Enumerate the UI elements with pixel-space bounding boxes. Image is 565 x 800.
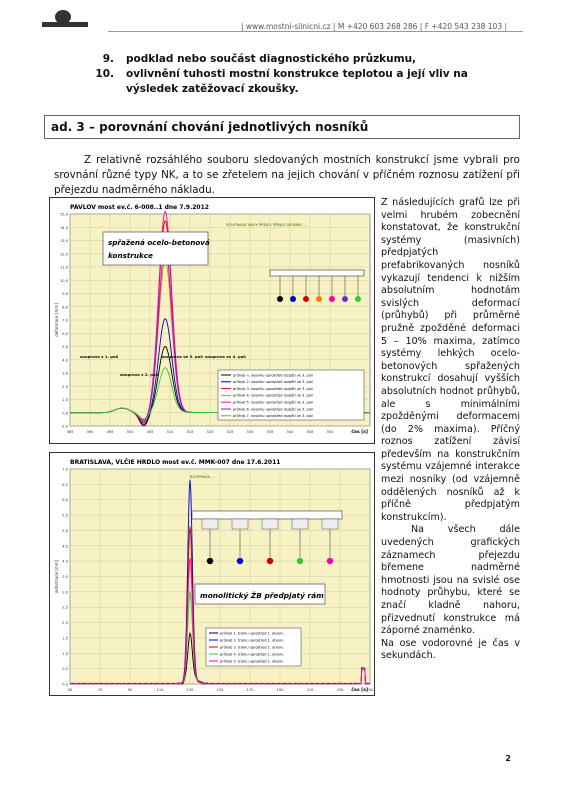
header-rule <box>108 31 523 32</box>
x-tick-label: 510 <box>166 430 174 434</box>
y-tick-label: 0,5 <box>62 667 68 672</box>
x-tick-label: 50 <box>67 688 73 692</box>
bridge-deck <box>270 270 364 276</box>
side-paragraph: Na všech dále uvedených grafických záznamech přejezdu břemene nadměrné hmotnosti jsou na svislé ose hodnoty průhybu, které se značí kladně nahoru, přizvednutí konstrukce má záporné znaménko. <box>381 524 520 637</box>
x-tick-label: 210 <box>306 688 314 692</box>
legend-label: průhyb 1. trámu uprostřed 1. otvoru <box>220 631 284 636</box>
x-tick-label: 500 <box>126 430 134 434</box>
y-tick-label: 2,5 <box>62 605 68 610</box>
list-item: 10. ovlivnění tuhosti mostní konstrukce teplotou a její vliv na výsledek zatěžovací zkoušky. <box>95 68 468 95</box>
y-tick-label: 1,0 <box>62 651 68 656</box>
side-text <box>381 197 520 663</box>
x-tick-label: 170 <box>246 688 254 692</box>
x-tick-label: 515 <box>186 430 194 434</box>
legend-label: průhyb 7. nosníku uprostřed rozpětí ve 3. poli <box>233 414 313 419</box>
legend-label: průhyb 5. trámu uprostřed 1. otvoru <box>220 659 284 664</box>
legend-label: průhyb 6. nosníku uprostřed rozpětí ve 3. poli <box>233 407 313 412</box>
x-tick-label: 130 <box>186 688 194 692</box>
x-tick-label: 530 <box>246 430 254 434</box>
annotation-box <box>103 232 208 265</box>
annotation-text: monolitický ŽB předpjatý rám <box>200 591 324 600</box>
y-tick-label: 1,5 <box>62 636 68 641</box>
side-paragraph: Z následujících grafů lze při velmi hrubém zobecnění konstatovat, že konstrukční systémy (masivních) předpjatých prefabrikovaných nosníků vykazují tendenci k nižším absolutním hodnotám svislých deformací (průhybů) při průměrné pružně zpožděné deformaci 5 – 10% maxima, zatímco systémy lehkých ocelo-betonových spřažených konstrukcí dosahují vyšších absolutních hodnot průhybů, ale s minimálními zpožděnými deformacemi (do 2% maxima). Příčný roznos zatížení závisí především na konstrukčním systému vzájemné interakce mezi nosníky (od vzájemně oddělených nosníků až k příčně předpjatým konstrukcím). <box>381 197 520 523</box>
list-item: 9. podklad nebo součást diagnostického průzkumu, <box>102 53 417 65</box>
annotation-text: konstrukce <box>108 251 153 260</box>
y-tick-label: 2,0 <box>62 621 68 626</box>
x-axis-label: čas [s] <box>351 430 368 435</box>
x-tick-label: 230 <box>336 688 344 692</box>
x-tick-label: 525 <box>226 430 234 434</box>
x-tick-label: 90 <box>127 688 133 692</box>
x-tick-label: 550 <box>326 430 334 434</box>
y-tick-label: 6,5 <box>62 482 68 487</box>
company-logo <box>42 10 88 30</box>
bridge-box <box>202 519 218 529</box>
chart-bratislava <box>49 452 375 696</box>
annotation-text: spřažená ocelo-betonová <box>108 238 210 247</box>
legend-label: průhyb 2. nosníku uprostřed rozpětí ve 3. poli <box>233 380 313 385</box>
y-tick-label: 7,0 <box>62 467 68 472</box>
sensor-marker <box>329 296 335 302</box>
y-tick-label: 5,0 <box>62 345 68 349</box>
chart-title: PAVLOV most ev.č. 6-008..1 dne 7.9.2012 <box>70 204 209 211</box>
x-tick-label: 490 <box>86 430 94 434</box>
y-tick-label: 12,0 <box>59 252 68 257</box>
x-axis-label: čas [s] <box>351 688 368 693</box>
bridge-box <box>262 519 278 529</box>
chart-pavlov-svg <box>50 198 376 445</box>
x-tick-label: 110 <box>156 688 164 692</box>
y-tick-label: 2,0 <box>62 384 68 389</box>
y-tick-label: 13,0 <box>59 239 68 243</box>
y-tick-label: 5,0 <box>62 528 68 533</box>
chart-pavlov <box>49 197 375 444</box>
sensor-marker <box>355 296 361 302</box>
chart-label: souprava v 2. poli <box>120 372 159 377</box>
x-tick-label: 545 <box>306 430 314 434</box>
sensor-marker <box>342 296 348 302</box>
sensor-marker <box>297 558 303 564</box>
chart-title: BRATISLAVA, VLČIE HRDLO most ev.č. MMK-007 dne 17.6.2011 <box>70 459 281 466</box>
legend-label: průhyb 5. nosníku uprostřed rozpětí ve 3. poli <box>233 400 313 405</box>
bridge-box <box>292 519 308 529</box>
bridge-box <box>232 519 248 529</box>
y-tick-label: 6,0 <box>62 498 68 503</box>
chart-label: souprava ve 4. poli <box>205 354 246 359</box>
y-tick-label: 10,0 <box>59 278 68 283</box>
legend-label: průhyb 4. nosníku uprostřed rozpětí ve 3. poli <box>233 393 313 398</box>
y-tick-label: 0,0 <box>62 682 68 687</box>
y-tick-label: 1,0 <box>62 398 68 402</box>
sensor-marker <box>327 558 333 564</box>
y-tick-label: 15,0 <box>59 212 68 217</box>
legend-label: průhyb n. nosníku uprostřed rozpětí ve 3. poli <box>233 373 313 378</box>
y-tick-label: 7,0 <box>62 318 68 323</box>
numbered-list <box>88 52 518 97</box>
x-tick-label: 495 <box>106 430 114 434</box>
x-tick-label: 520 <box>206 430 214 434</box>
y-tick-label: -1,0 <box>60 424 68 429</box>
header-contact: | www.mostni-silnicni.cz | M +420 603 268 286 | F +420 543 238 103 | <box>240 22 507 31</box>
x-tick-label: 250 <box>366 688 374 692</box>
intro-paragraph: Z relativně rozsáhlého souboru sledovaných mostních konstrukcí jsme vybrali pro srovnání různé typy NK, a to se zřetelem na jejich chování v příčném roznosu zatížení při přejezdu nadměrného nákladu. <box>54 154 520 196</box>
chart-bratislava-svg <box>50 453 376 697</box>
legend-label: průhyb 3. nosníku uprostřed rozpětí ve 3. poli <box>233 386 313 391</box>
y-tick-label: 9,0 <box>62 292 68 296</box>
sensor-marker <box>267 558 273 564</box>
x-tick-label: 485 <box>66 430 74 434</box>
x-tick-label: 540 <box>286 430 294 434</box>
y-tick-label: 3,5 <box>62 575 68 579</box>
legend-label: průhyb 2. trámu uprostřed 1. otvoru <box>220 638 284 643</box>
bridge-box <box>322 519 338 529</box>
y-tick-label: 4,5 <box>62 544 68 549</box>
y-axis-label: deformace [mm] <box>54 559 59 594</box>
y-tick-label: 3,0 <box>62 590 68 595</box>
sensor-marker <box>237 558 243 564</box>
chart-label: souprava ve 3. poli <box>162 354 203 359</box>
side-paragraph: Na ose vodorovné je čas v sekundách. <box>381 637 520 662</box>
sensor-marker <box>316 296 322 302</box>
page-number: 2 <box>505 754 511 763</box>
y-tick-label: 3,0 <box>62 371 68 376</box>
x-tick-label: 535 <box>266 430 274 434</box>
y-tick-label: 11,0 <box>59 265 68 270</box>
chart-label: souprava v 1. poli <box>80 354 119 359</box>
x-tick-label: 150 <box>216 688 224 692</box>
legend-label: průhyb 4. trámu uprostřed 1. otvoru <box>220 652 284 657</box>
chart-note: SOUPRAVA ... <box>190 474 216 479</box>
chart-note: SOUPRAVA VAHY PŘEJEL PŘEJEL NOSNÍK ... <box>226 222 307 227</box>
sensor-marker <box>303 296 309 302</box>
y-tick-label: 8,0 <box>62 305 68 310</box>
y-tick-label: 5,5 <box>62 513 68 518</box>
y-tick-label: 4,0 <box>62 559 68 564</box>
y-tick-label: 0,0 <box>62 411 68 416</box>
sensor-marker <box>207 558 213 564</box>
x-tick-label: 190 <box>276 688 284 692</box>
y-tick-label: 6,0 <box>62 331 68 336</box>
section-title: ad. 3 – porovnání chování jednotlivých nosníků <box>44 115 520 139</box>
bridge-deck <box>192 511 342 519</box>
sensor-marker <box>290 296 296 302</box>
x-tick-label: 505 <box>146 430 154 434</box>
sensor-marker <box>277 296 283 302</box>
y-tick-label: 4,0 <box>62 358 68 363</box>
y-tick-label: 14,0 <box>59 225 68 230</box>
y-axis-label: deformace [mm] <box>54 303 59 337</box>
page-header <box>0 0 565 42</box>
x-tick-label: 70 <box>97 688 103 692</box>
legend-label: průhyb 3. trámu uprostřed 1. otvoru <box>220 645 284 650</box>
